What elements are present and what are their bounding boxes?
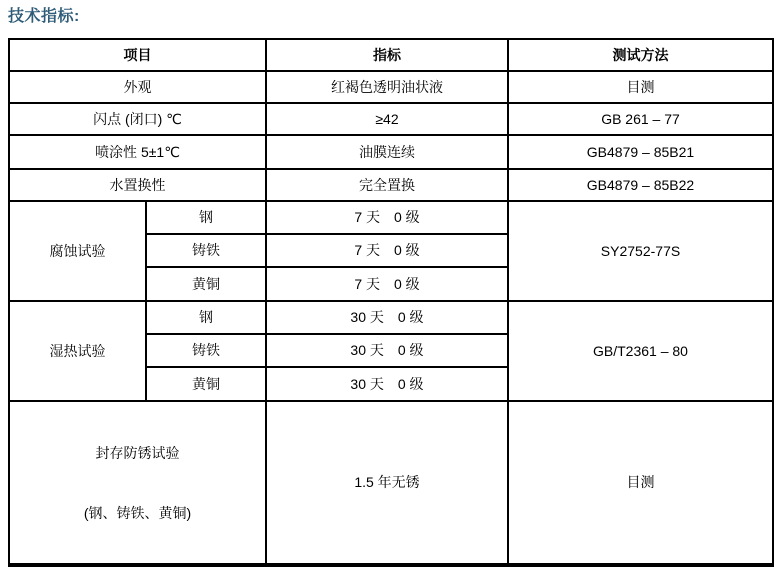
table-header-row <box>9 39 773 71</box>
material-cell: 铸铁 <box>146 234 266 267</box>
cell-method: GB 261 – 77 <box>508 103 773 135</box>
cell-indicator: 7 天 0 级 <box>266 267 508 301</box>
table-row <box>9 169 773 201</box>
cell-method: GB4879 – 85B21 <box>508 135 773 169</box>
cell-item: 喷涂性 5±1℃ <box>9 135 266 169</box>
table-row <box>9 301 773 334</box>
cell-item <box>9 401 266 565</box>
cell-indicator: 7 天 0 级 <box>266 201 508 234</box>
page-title: 技术指标: <box>8 8 80 25</box>
material-cell: 钢 <box>146 201 266 234</box>
cell-method: 目测 <box>508 71 773 103</box>
material-cell: 铸铁 <box>146 334 266 367</box>
cell-item: 水置换性 <box>9 169 266 201</box>
table-row <box>9 201 773 234</box>
header-indicator: 指标 <box>266 39 508 71</box>
table-row <box>9 401 773 565</box>
cell-indicator: 30 天 0 级 <box>266 334 508 367</box>
cell-item: 闪点 (闭口) ℃ <box>9 103 266 135</box>
table-row <box>9 135 773 169</box>
material-cell: 黄铜 <box>146 267 266 301</box>
cell-indicator: 红褐色透明油状液 <box>266 71 508 103</box>
cell-item-line2: (钢、铸铁、黄铜) <box>83 504 192 521</box>
spec-table <box>8 38 774 567</box>
cell-item-line1: 封存防锈试验 <box>95 444 180 461</box>
cell-indicator: ≥42 <box>266 103 508 135</box>
group-cell-damp-heat: 湿热试验 <box>9 301 146 401</box>
group-cell-corrosion: 腐蚀试验 <box>9 201 146 301</box>
cell-indicator: 7 天 0 级 <box>266 234 508 267</box>
cell-method: GB/T2361 – 80 <box>508 301 773 401</box>
cell-method: SY2752-77S <box>508 201 773 301</box>
cell-indicator: 30 天 0 级 <box>266 301 508 334</box>
cell-indicator: 30 天 0 级 <box>266 367 508 401</box>
header-item: 项目 <box>9 39 266 71</box>
cell-indicator: 完全置换 <box>266 169 508 201</box>
cell-method: GB4879 – 85B22 <box>508 169 773 201</box>
material-cell: 钢 <box>146 301 266 334</box>
cell-indicator: 油膜连续 <box>266 135 508 169</box>
cell-item: 外观 <box>9 71 266 103</box>
material-cell: 黄铜 <box>146 367 266 401</box>
table-row <box>9 103 773 135</box>
cell-method: 目测 <box>508 401 773 565</box>
header-method: 测试方法 <box>508 39 773 71</box>
cell-indicator: 1.5 年无锈 <box>266 401 508 565</box>
table-row <box>9 71 773 103</box>
